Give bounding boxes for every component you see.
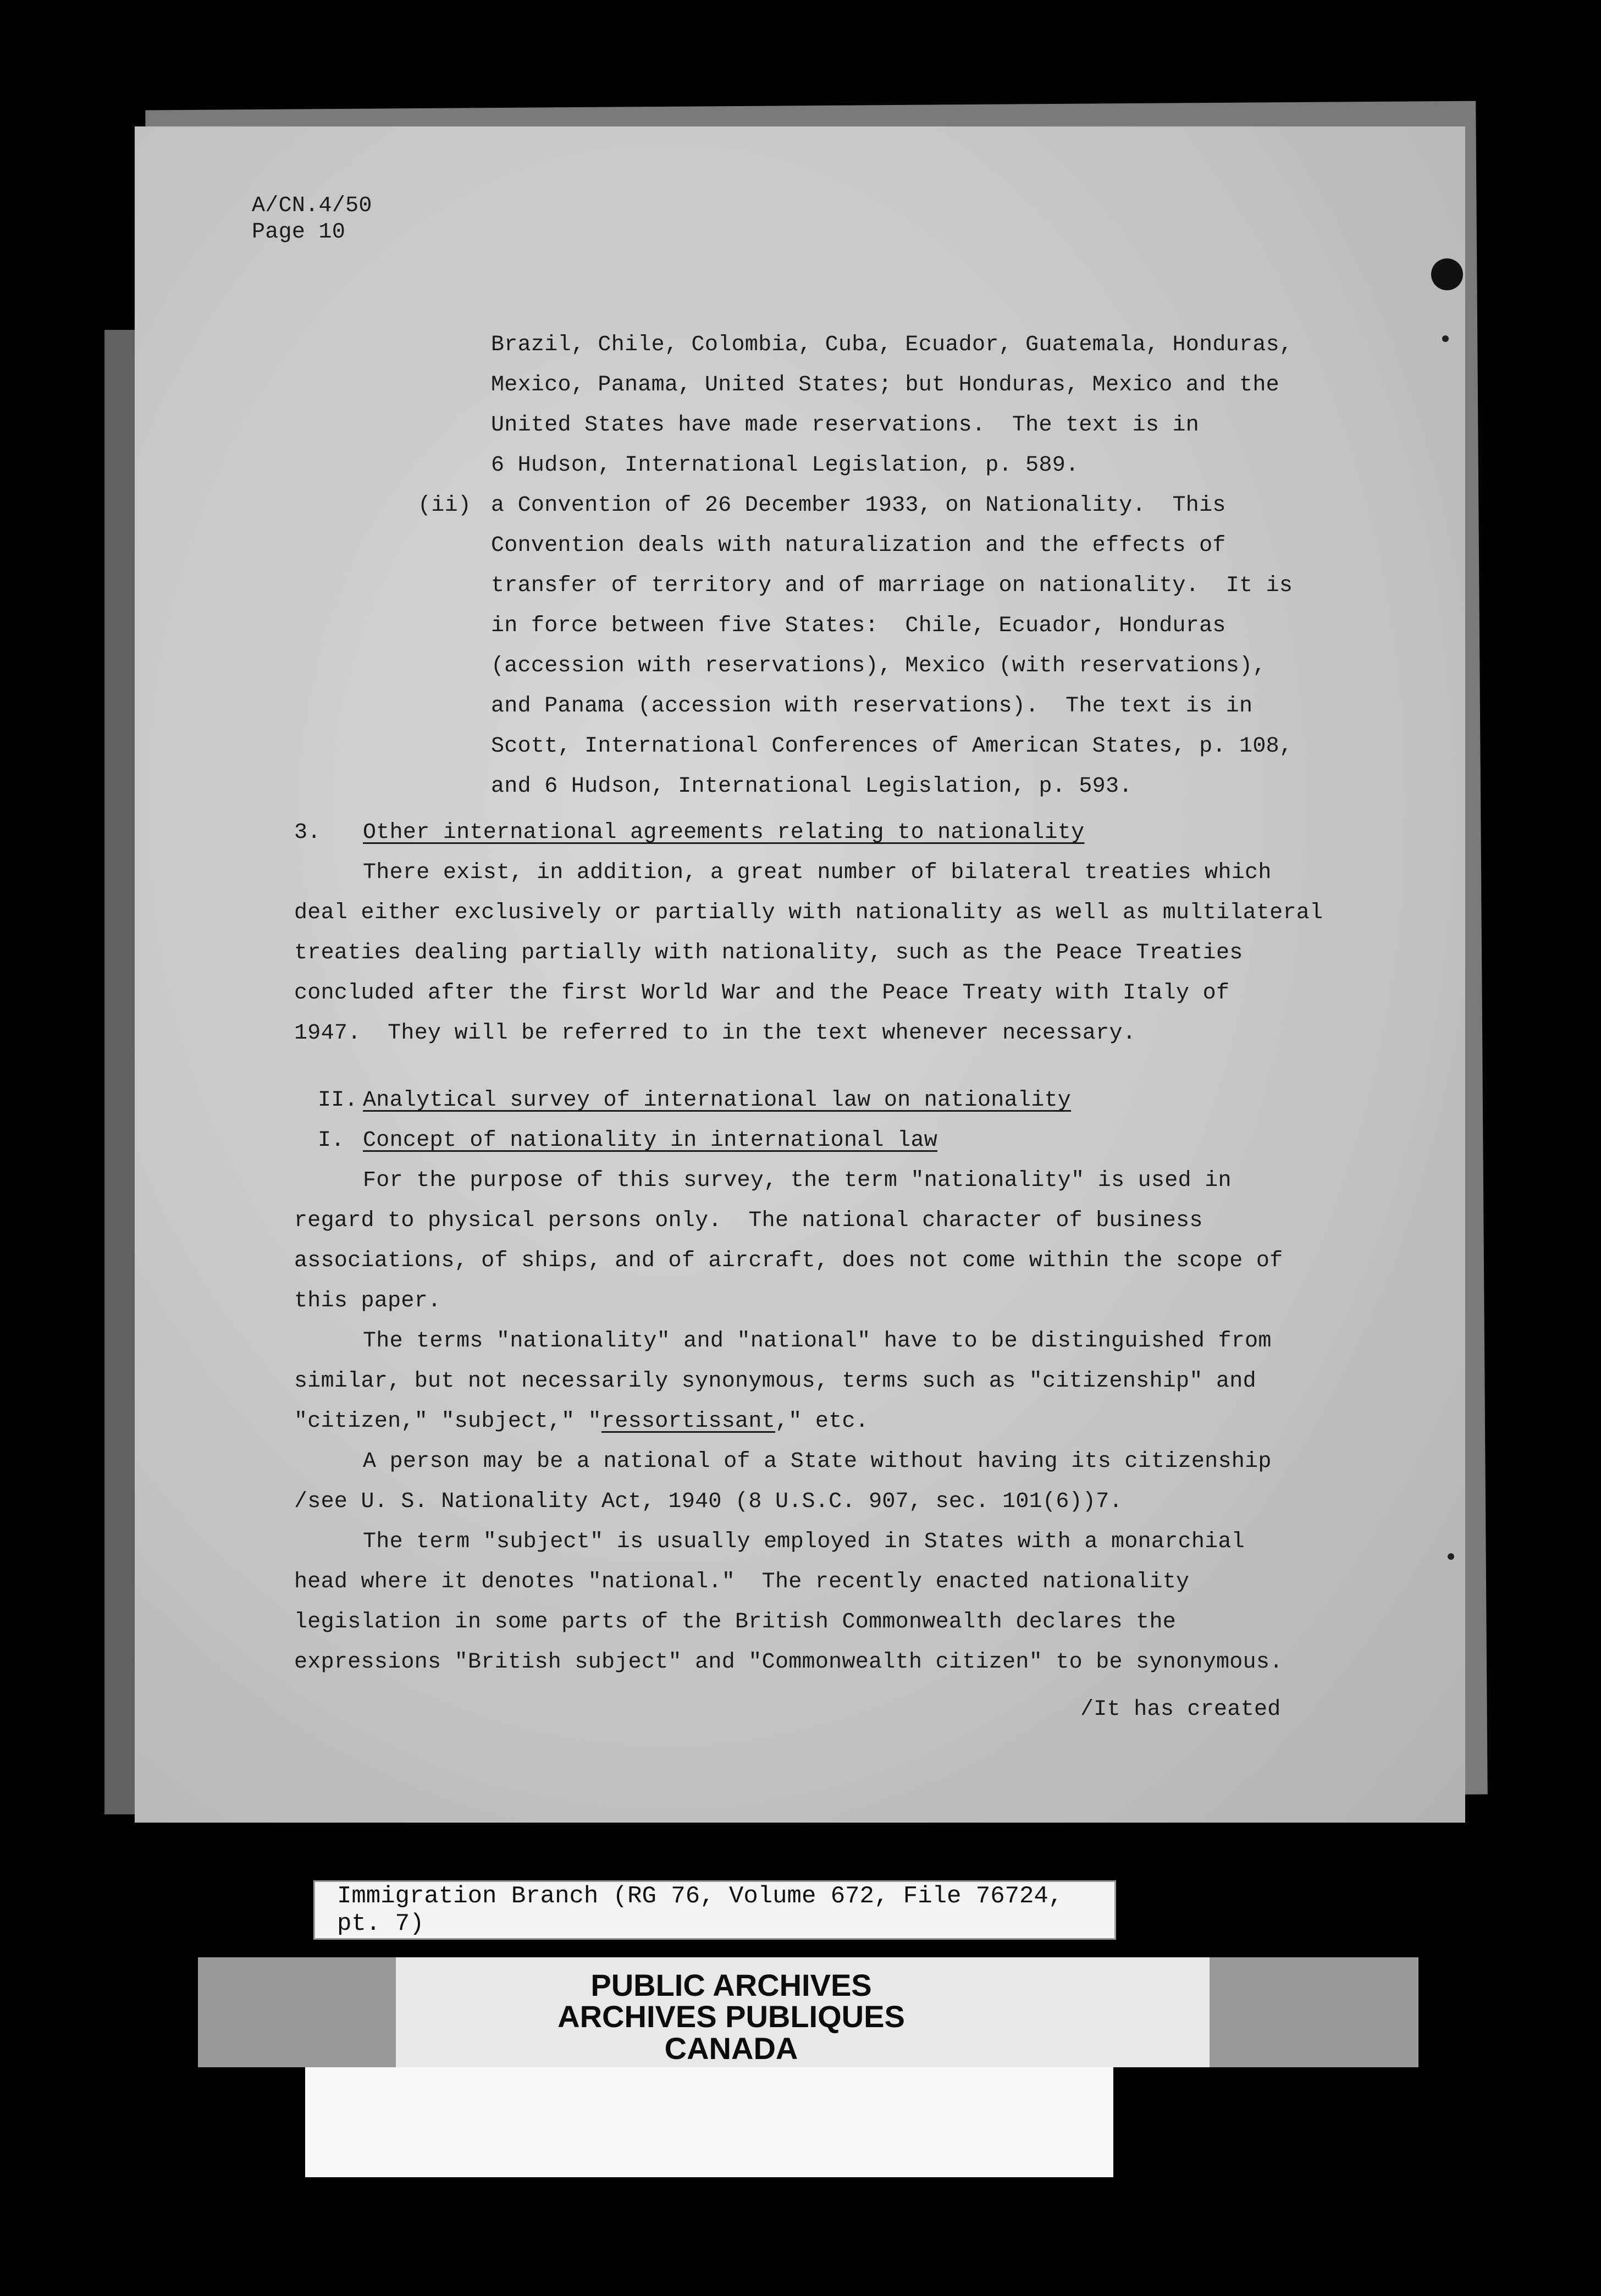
body-line: regard to physical persons only. The national character of business [294, 1208, 1203, 1233]
body-line: The term "subject" is usually employed in States with a monarchial [363, 1530, 1245, 1554]
body-line: treaties dealing partially with nationality, such as the Peace Treaties [294, 941, 1243, 965]
blank-card [305, 2067, 1113, 2177]
underlined-term: ressortissant [601, 1409, 775, 1434]
body-line [294, 1411, 869, 1433]
body-line: legislation in some parts of the British Commonwealth declares the [294, 1610, 1177, 1635]
section-heading: Other international agreements relating to nationality [363, 820, 1085, 845]
body-line: Scott, International Conferences of American States, p. 108, [491, 734, 1293, 759]
body-line: a Convention of 26 December 1933, on Nationality. This [491, 493, 1226, 518]
stamp-line: CANADA [664, 2030, 798, 2066]
page-number: Page 10 [252, 220, 346, 245]
section-number: II. [318, 1088, 358, 1113]
body-line: head where it denotes "national." The recently enacted nationality [294, 1570, 1190, 1594]
document-page [135, 126, 1465, 1823]
body-line: For the purpose of this survey, the term "nationality" is used in [363, 1168, 1232, 1193]
bracket-citation: /see U. S. Nationality Act, 1940 (8 U.S.C. 907, sec. 101(6))7. [294, 1489, 1123, 1514]
section-number: 3. [294, 820, 321, 845]
item-label: (ii) [418, 493, 472, 518]
body-line: The terms "nationality" and "national" have to be distinguished from [363, 1329, 1272, 1354]
body-line: associations, of ships, and of aircraft, does not come within the scope of [294, 1249, 1283, 1273]
body-line: A person may be a national of a State without having its citizenship [363, 1449, 1272, 1474]
body-line: similar, but not necessarily synonymous, terms such as "citizenship" and [294, 1369, 1256, 1394]
archive-slip [313, 1880, 1116, 1940]
continuation-note: /It has created [1080, 1697, 1281, 1722]
smudge [198, 1957, 396, 2067]
stamp-line: ARCHIVES PUBLIQUES [557, 1999, 905, 2034]
body-line: and Panama (accession with reservations). The text is in [491, 694, 1253, 719]
body-line: Mexico, Panama, United States; but Honduras, Mexico and the [491, 373, 1279, 398]
punch-hole [1431, 258, 1463, 290]
body-line: and 6 Hudson, International Legislation, p. 593. [491, 774, 1133, 799]
body-line: expressions "British subject" and "Commonwealth citizen" to be synonymous. [294, 1650, 1283, 1675]
archive-reference: Immigration Branch (RG 76, Volume 672, File 76724, pt. 7) [337, 1883, 1063, 1938]
section-heading: Analytical survey of international law on nationality [363, 1088, 1072, 1113]
speck [1442, 335, 1449, 342]
stamp-line: PUBLIC ARCHIVES [590, 1968, 872, 2003]
body-line: United States have made reservations. The text is in [491, 413, 1200, 438]
body-line: deal either exclusively or partially with nationality as well as multilateral [294, 901, 1323, 925]
body-line: concluded after the first World War and the Peace Treaty with Italy of [294, 981, 1230, 1006]
section-heading: Concept of nationality in international law [363, 1128, 938, 1153]
section-number: I. [318, 1128, 345, 1153]
body-line: There exist, in addition, a great number of bilateral treaties which [363, 860, 1272, 885]
text-run: ," etc. [775, 1409, 869, 1434]
speck [1448, 1553, 1454, 1560]
smudge [1210, 1957, 1418, 2067]
body-line: 1947. They will be referred to in the text whenever necessary. [294, 1021, 1136, 1046]
document-reference: A/CN.4/50 [252, 194, 372, 218]
body-line: Convention deals with naturalization and the effects of [491, 533, 1226, 558]
body-line: in force between five States: Chile, Ecuador, Honduras [491, 614, 1226, 638]
body-line: transfer of territory and of marriage on nationality. It is [491, 573, 1293, 598]
body-line: this paper. [294, 1289, 441, 1313]
archive-stamp [456, 1967, 1006, 2066]
body-line: 6 Hudson, International Legislation, p. 589. [491, 453, 1079, 478]
text-run: "citizen," "subject," " [294, 1409, 601, 1434]
body-line: (accession with reservations), Mexico (with reservations), [491, 654, 1266, 678]
body-line: Brazil, Chile, Colombia, Cuba, Ecuador, Guatemala, Honduras, [491, 333, 1293, 357]
